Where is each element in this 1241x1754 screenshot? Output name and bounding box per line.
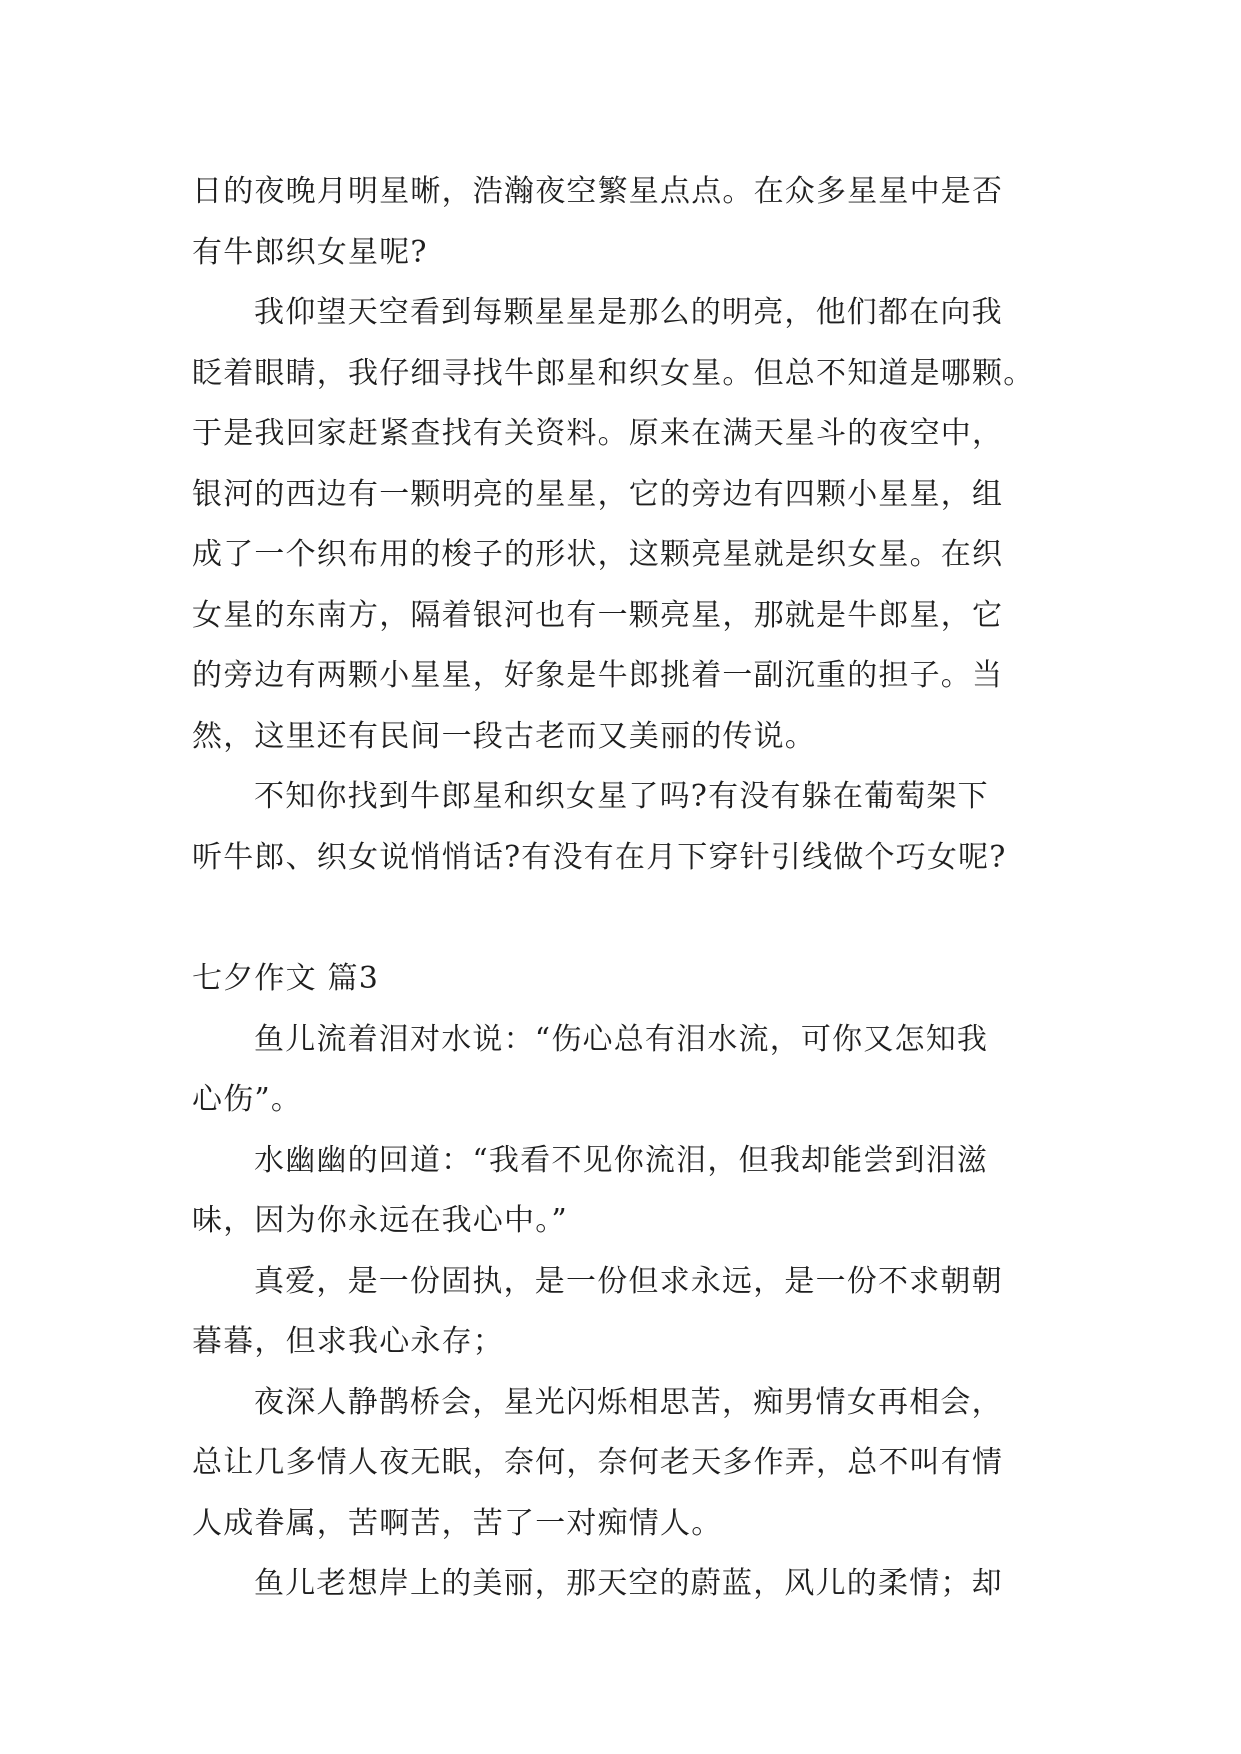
text-line: 有牛郎织女星呢?	[192, 234, 428, 270]
text-line: 味，因为你永远在我心中。”	[192, 1203, 568, 1238]
text-line: 成了一个织布用的梭子的形状，这颗亮星就是织女星。在织	[192, 537, 1004, 572]
text-line: 日的夜晚月明星晰，浩瀚夜空繁星点点。在众多星星中是否	[192, 174, 1004, 209]
text-line: 眨着眼睛，我仔细寻找牛郎星和织女星。但总不知道是哪颗。	[192, 355, 1035, 391]
text-line: 人成眷属，苦啊苦，苦了一对痴情人。	[192, 1505, 723, 1541]
text-line: 夜深人静鹊桥会，星光闪烁相思苦，痴男情女再相会，	[254, 1384, 1003, 1420]
text-line: 女星的东南方，隔着银河也有一颗亮星，那就是牛郎星，它	[192, 597, 1004, 633]
text-line: 的旁边有两颗小星星，好象是牛郎挑着一副沉重的担子。当	[192, 658, 1004, 693]
section-heading: 七夕作文 篇3	[192, 961, 380, 996]
text-line: 真爱，是一份固执，是一份但求永远，是一份不求朝朝	[254, 1263, 1003, 1299]
text-line: 鱼儿老想岸上的美丽，那天空的蔚蓝，风儿的柔情；却	[254, 1566, 1003, 1601]
paragraph-night	[192, 1373, 1052, 1555]
paragraph-stars	[192, 283, 1052, 767]
paragraph-water	[192, 1131, 1052, 1252]
text-line: 然，这里还有民间一段古老而又美丽的传说。	[192, 718, 816, 754]
text-line: 水幽幽的回道：“我看不见你流泪，但我却能尝到泪滋	[254, 1142, 989, 1178]
text-line: 暮暮，但求我心永存；	[192, 1324, 504, 1359]
text-line: 鱼儿流着泪对水说：“伤心总有泪水流，可你又怎知我	[254, 1021, 989, 1057]
paragraph-continued	[192, 162, 1052, 283]
paragraph-shore	[192, 1554, 1052, 1615]
text-line: 我仰望天空看到每颗星星是那么的明亮，他们都在向我	[254, 295, 1003, 330]
text-line: 于是我回家赶紧查找有关资料。原来在满天星斗的夜空中，	[192, 416, 1004, 451]
document-body	[192, 162, 1052, 1615]
paragraph-fish	[192, 1010, 1052, 1131]
paragraph-true-love	[192, 1252, 1052, 1373]
text-line: 银河的西边有一颗明亮的星星，它的旁边有四颗小星星，组	[192, 476, 1004, 512]
text-line: 心伤”。	[192, 1082, 303, 1117]
text-line: 总让几多情人夜无眠，奈何，奈何老天多作弄，总不叫有情	[192, 1445, 1004, 1480]
text-line: 不知你找到牛郎星和织女星了吗?有没有躲在葡萄架下	[254, 779, 989, 814]
text-line: 听牛郎、织女说悄悄话?有没有在月下穿针引线做个巧女呢?	[192, 839, 1007, 875]
paragraph-question	[192, 767, 1052, 888]
